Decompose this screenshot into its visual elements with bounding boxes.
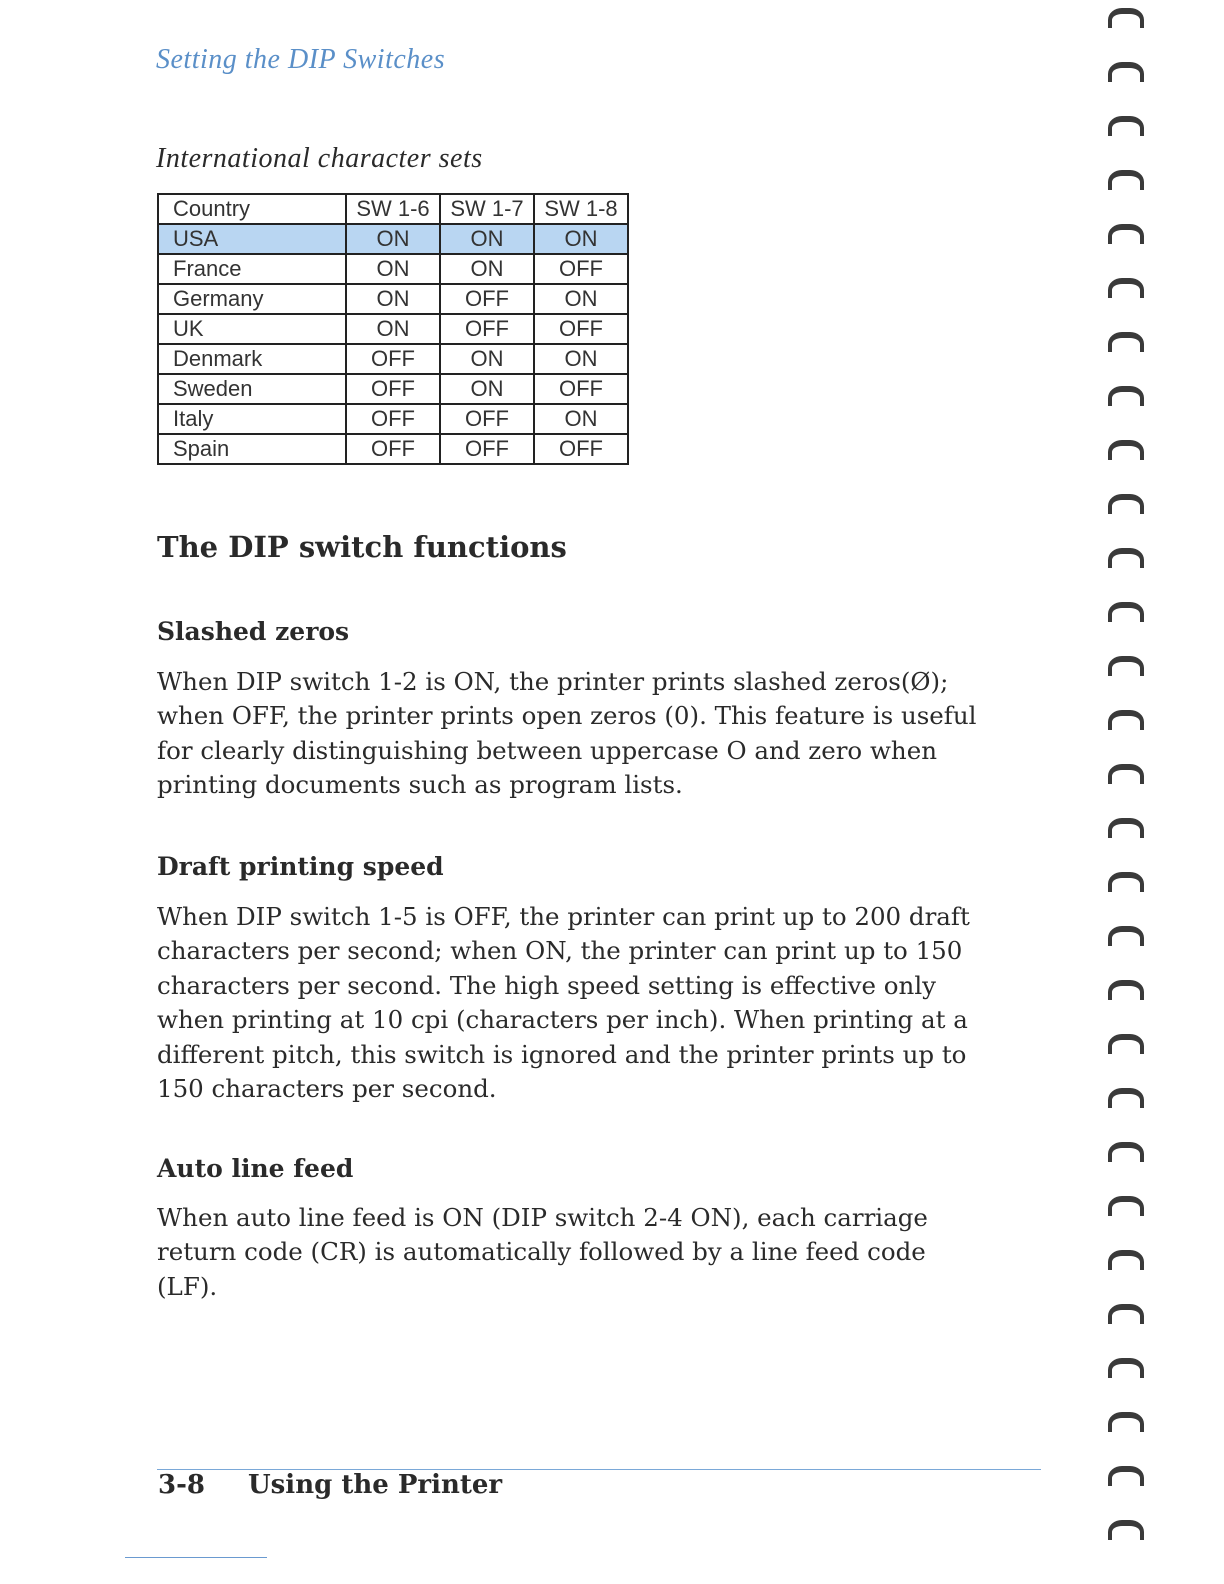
table-cell: OFF [346,434,440,464]
text-line: (LF). [157,1271,218,1301]
slashed-zeros-paragraph [157,665,1037,803]
binding-hole-icon [1108,1304,1144,1324]
binding-hole-icon [1108,1196,1144,1216]
text-line: characters per second. The high speed setting is effective only [157,970,937,1000]
table-row [158,434,628,464]
table-cell: OFF [534,434,628,464]
binding-hole-icon [1108,1250,1144,1270]
binding-hole-icon [1108,116,1144,136]
table-cell: Germany [158,284,346,314]
table-cell: OFF [534,374,628,404]
table-cell: ON [440,224,534,254]
table-header-cell: SW 1-6 [346,194,440,224]
slashed-zeros-heading: Slashed zeros [157,617,350,646]
binding-hole-icon [1108,926,1144,946]
binding-hole-icon [1108,170,1144,190]
text-line: When auto line feed is ON (DIP switch 2-4 ON), each carriage [157,1203,928,1232]
table-cell: ON [346,284,440,314]
binding-hole-icon [1108,1142,1144,1162]
table-cell: OFF [346,344,440,374]
table-cell: UK [158,314,346,344]
binding-hole-icon [1108,62,1144,82]
binding-hole-icon [1108,8,1144,28]
binding-hole-icon [1108,1034,1144,1054]
table-header-cell: SW 1-7 [440,194,534,224]
table-cell: ON [440,374,534,404]
table-cell: OFF [534,254,628,284]
character-set-table [157,193,629,465]
running-head: Setting the DIP Switches [156,44,446,75]
chapter-title: Using the Printer [248,1470,503,1500]
binding-hole-icon [1108,224,1144,244]
table-row [158,314,628,344]
text-line: different pitch, this switch is ignored and the printer prints up to [157,1039,967,1069]
table-cell: OFF [440,404,534,434]
text-line: When DIP switch 1-5 is OFF, the printer can print up to 200 draft [157,902,970,931]
text-line: characters per second; when ON, the printer can print up to 150 [157,936,963,966]
table-cell: France [158,254,346,284]
table-header-cell: Country [158,194,346,224]
text-line: 150 characters per second. [157,1074,497,1104]
binding-hole-icon [1108,1520,1144,1540]
table-row [158,254,628,284]
table-cell: ON [346,314,440,344]
table-row [158,224,628,254]
table-cell: OFF [440,314,534,344]
table-cell: OFF [440,434,534,464]
table-cell: ON [534,284,628,314]
binding-hole-icon [1108,1412,1144,1432]
table-cell: OFF [534,314,628,344]
table-cell: OFF [346,404,440,434]
table-cell: ON [534,224,628,254]
table-cell: Italy [158,404,346,434]
table-row [158,284,628,314]
table-cell: OFF [440,284,534,314]
table-header-row [158,194,628,224]
table-cell: Spain [158,434,346,464]
binding-hole-icon [1108,1088,1144,1108]
table-cell: ON [440,344,534,374]
table-cell: ON [440,254,534,284]
binding-hole-icon [1108,872,1144,892]
bottom-rule [125,1557,267,1558]
page-number: 3-8 [158,1470,205,1500]
table-cell: ON [534,404,628,434]
table-cell: ON [534,344,628,374]
text-line: printing documents such as program lists. [157,770,683,800]
binding-hole-icon [1108,1358,1144,1378]
text-line: when OFF, the printer prints open zeros (0). This feature is useful [157,701,977,731]
table-row [158,404,628,434]
binding-hole-icon [1108,764,1144,784]
table-cell: OFF [346,374,440,404]
auto-line-feed-heading: Auto line feed [157,1154,354,1183]
binding-hole-icon [1108,656,1144,676]
table-cell: ON [346,224,440,254]
table-cell: USA [158,224,346,254]
text-line: return code (CR) is automatically followed by a line feed code [157,1237,926,1267]
table-cell: Sweden [158,374,346,404]
table-cell: ON [346,254,440,284]
draft-speed-heading: Draft printing speed [157,852,444,881]
table-header-cell: SW 1-8 [534,194,628,224]
text-line: when printing at 10 cpi (characters per inch). When printing at a [157,1005,968,1035]
draft-speed-paragraph [157,900,1037,1106]
table-cell: Denmark [158,344,346,374]
section-title: The DIP switch functions [157,530,567,564]
table-row [158,374,628,404]
binding-hole-icon [1108,494,1144,514]
binding-hole-icon [1108,278,1144,298]
binding-hole-icon [1108,440,1144,460]
table-title: International character sets [156,143,483,174]
binding-hole-icon [1108,1466,1144,1486]
text-line: When DIP switch 1-2 is ON, the printer prints slashed zeros(Ø); [157,667,949,696]
binding-hole-icon [1108,548,1144,568]
table-row [158,344,628,374]
binding-hole-icon [1108,818,1144,838]
binding-hole-icon [1108,332,1144,352]
text-line: for clearly distinguishing between uppercase O and zero when [157,735,937,765]
binding-hole-icon [1108,710,1144,730]
binding-hole-icon [1108,602,1144,622]
binding-hole-icon [1108,980,1144,1000]
auto-line-feed-paragraph [157,1201,1037,1304]
binding-hole-icon [1108,386,1144,406]
